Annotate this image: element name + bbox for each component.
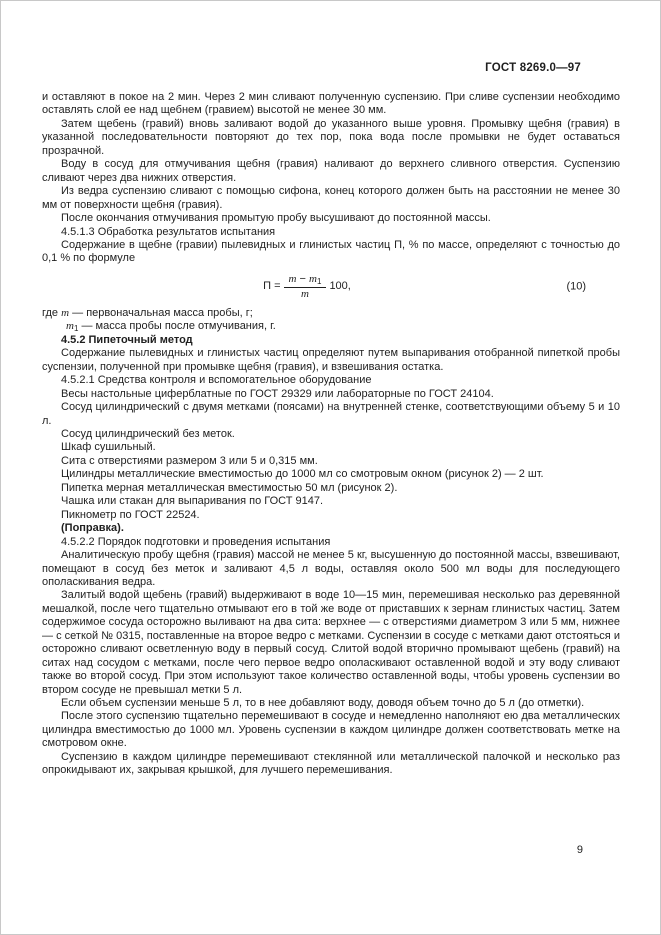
paragraph: Цилиндры металлические вместимостью до 1000 мл со смотровым окном (рисунок 2) — 2 шт. — [61, 468, 544, 481]
paragraph: Затем щебень (гравий) вновь заливают водой до указанного выше уровня. Промывку щебня (гравия) в указанной последовательности повторяют до тех пор, пока вода после промывки не будет оставаться прозрачной. — [42, 117, 620, 157]
paragraph: Воду в сосуд для отмучивания щебня (гравия) наливают до верхнего сливного отверстия. Суспензию сливают через два нижних отверстия. — [42, 158, 620, 184]
paragraph: Сосуд цилиндрический без меток. — [61, 427, 235, 440]
paragraph: 4.5.2.1 Средства контроля и вспомогательное оборудование — [61, 374, 372, 387]
paragraph: 4.5.1.3 Обработка результатов испытания — [61, 225, 276, 238]
paragraph: Сосуд цилиндрический с двумя метками (поясами) на внутренней стенке, соответствующими объему 5 и 10 л. — [42, 401, 620, 427]
paragraph: Залитый водой щебень (гравий) выдерживают в воде 10—15 мин, перемешивая несколько раз деревянной мешалкой, после чего тщательно отмывают его в той же воде от приставших к зернам глинистых частиц. Затем содержимое сосуда осторожно выливают на два сита: верхнее — с отверстиями диаметром 3 или 5 мм, нижнее — с сеткой № 0315, поставленные на второе ведро с метками. Суспензии в сосуде с метками дают отстояться и осторожно сливают осветленную воду в первый сосуд. Слитой водой вторично промывают щебень (гравий) на ситах над сосудом с метками, после чего первое ведро ополаскивают оставленной водой и эту воду сливают также во второй сосуд. При этом используют такое количество оставленной воды, чтобы уровень суспензии во втором сосуде не превышал метки 5 л. — [42, 589, 620, 696]
paragraph: Шкаф сушильный. — [61, 441, 156, 454]
paragraph: Из ведра суспензию сливают с помощью сифона, конец которого должен быть на расстоянии не менее 30 мм от поверхности щебня (гравия). — [42, 185, 620, 211]
formula-definition-m: где m — первоначальная масса пробы, г; — [42, 306, 253, 319]
paragraph: Аналитическую пробу щебня (гравия) массой не менее 5 кг, высушенную до постоянной массы, взвешивают, помещают в сосуд без меток и заливают 4,5 л воды, оставляя около 500 мл воды для последующего ополаскивания ведра. — [42, 549, 620, 588]
paragraphs-before-formula — [42, 91, 620, 266]
paragraph: После окончания отмучивания промытую пробу высушивают до постоянной массы. — [61, 212, 491, 225]
formula-definition-m1: $m_1$ — масса пробы после отмучивания, г. — [66, 320, 276, 334]
document-code-header: ГОСТ 8269.0—97 — [485, 62, 581, 74]
paragraph: Пикнометр по ГОСТ 22524. — [61, 508, 200, 521]
paragraph: Если объем суспензии меньше 5 л, то в нее добавляют воду, доводя объем точно до 5 л (до отметки). — [61, 697, 585, 710]
paragraph: и оставляют в покое на 2 мин. Через 2 мин сливают полученную суспензию. При сливе суспензии необходимо оставлять слой ее над щебнем (гравием) высотой не менее 30 мм. — [42, 91, 620, 117]
paragraph: Содержание пылевидных и глинистых частиц определяют путем выпаривания отобранной пипеткой пробы суспензии, полученной при промывке щебня (гравия), и взвешивания остатка. — [42, 347, 620, 373]
paragraph: После этого суспензию тщательно перемешивают в сосуде и немедленно наполняют ею два металлических цилиндра вместимостью до 1000 мл. Уровень суспензии в каждом цилиндре должен соответствовать метке на смотровом окне. — [42, 710, 620, 750]
formula-denominator: m — [301, 287, 309, 300]
formula-numerator: $m - m_1$ — [284, 273, 327, 288]
paragraph: Весы настольные циферблатные по ГОСТ 29329 или лабораторные по ГОСТ 24104. — [61, 387, 494, 400]
paragraph: Пипетка мерная металлическая вместимостью 50 мл (рисунок 2). — [61, 481, 398, 494]
paragraph: Чашка или стакан для выпаривания по ГОСТ 9147. — [61, 495, 324, 508]
formula-fraction — [284, 273, 327, 301]
paragraph: Содержание в щебне (гравии) пылевидных и глинистых частиц П, % по массе, определяют с точностью до 0,1 % по формуле — [42, 238, 620, 265]
formula-equation — [263, 273, 351, 301]
paragraph: Суспензию в каждом цилиндре перемешивают стеклянной или металлической палочкой и несколько раз опрокидывают их, закрывая крышкой, для лучшего перемешивания. — [42, 750, 620, 777]
page-number: 9 — [576, 844, 583, 856]
formula-block — [42, 270, 620, 304]
paragraph: Сита с отверстиями размером 3 или 5 и 0,315 мм. — [61, 454, 318, 467]
document-body — [42, 91, 620, 778]
formula-factor: 100, — [329, 280, 351, 293]
paragraph: (Поправка). — [61, 522, 124, 535]
paragraphs-after-formula — [42, 334, 620, 778]
equation-number: (10) — [566, 280, 586, 293]
paragraph: 4.5.2 Пипеточный метод — [61, 333, 193, 346]
paragraph: 4.5.2.2 Порядок подготовки и проведения испытания — [61, 535, 331, 548]
formula-lhs: П = — [263, 280, 281, 293]
